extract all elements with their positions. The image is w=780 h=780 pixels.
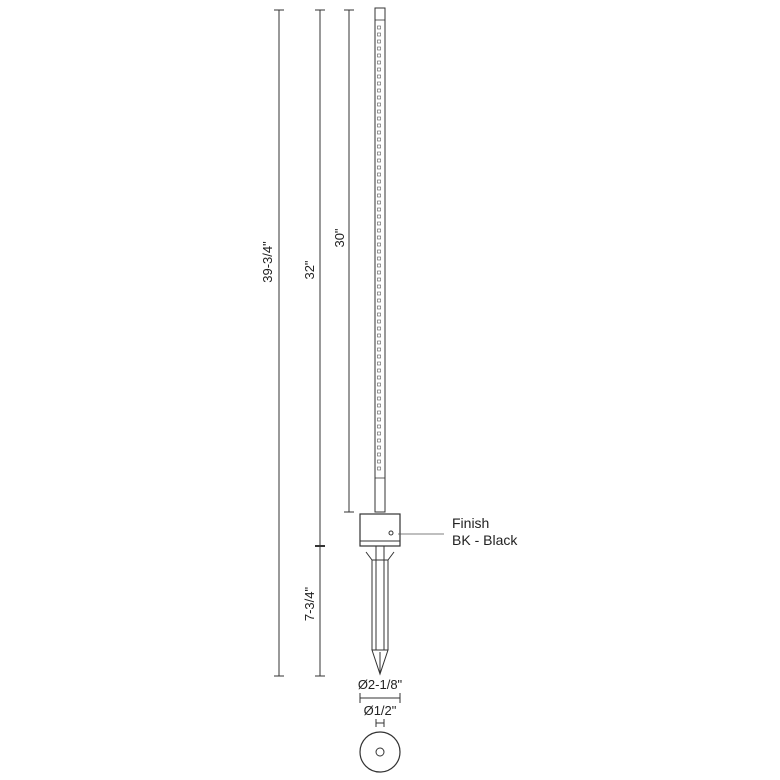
light-bar-height-dimension [344,10,354,512]
above-ground-height-label: 32" [302,260,317,280]
bar-diameter-label: Ø1/2" [363,703,397,718]
finish-title: Finish [452,515,490,531]
overall-height-dimension [274,10,284,676]
center-hole-icon [376,748,384,756]
light-bar [375,8,385,512]
overall-height-label: 39-3/4" [260,241,275,283]
ground-stake [366,546,394,674]
stake-height-label: 7-3/4" [302,586,317,622]
top-view [360,732,400,772]
base-housing [360,514,400,546]
bar-diameter-dimension [376,719,384,727]
base-diameter-label: Ø2-1/8" [357,677,403,692]
base-diameter-dimension [360,693,400,703]
light-bar-height-label: 30" [332,228,347,248]
finish-value: BK - Black [452,532,518,548]
